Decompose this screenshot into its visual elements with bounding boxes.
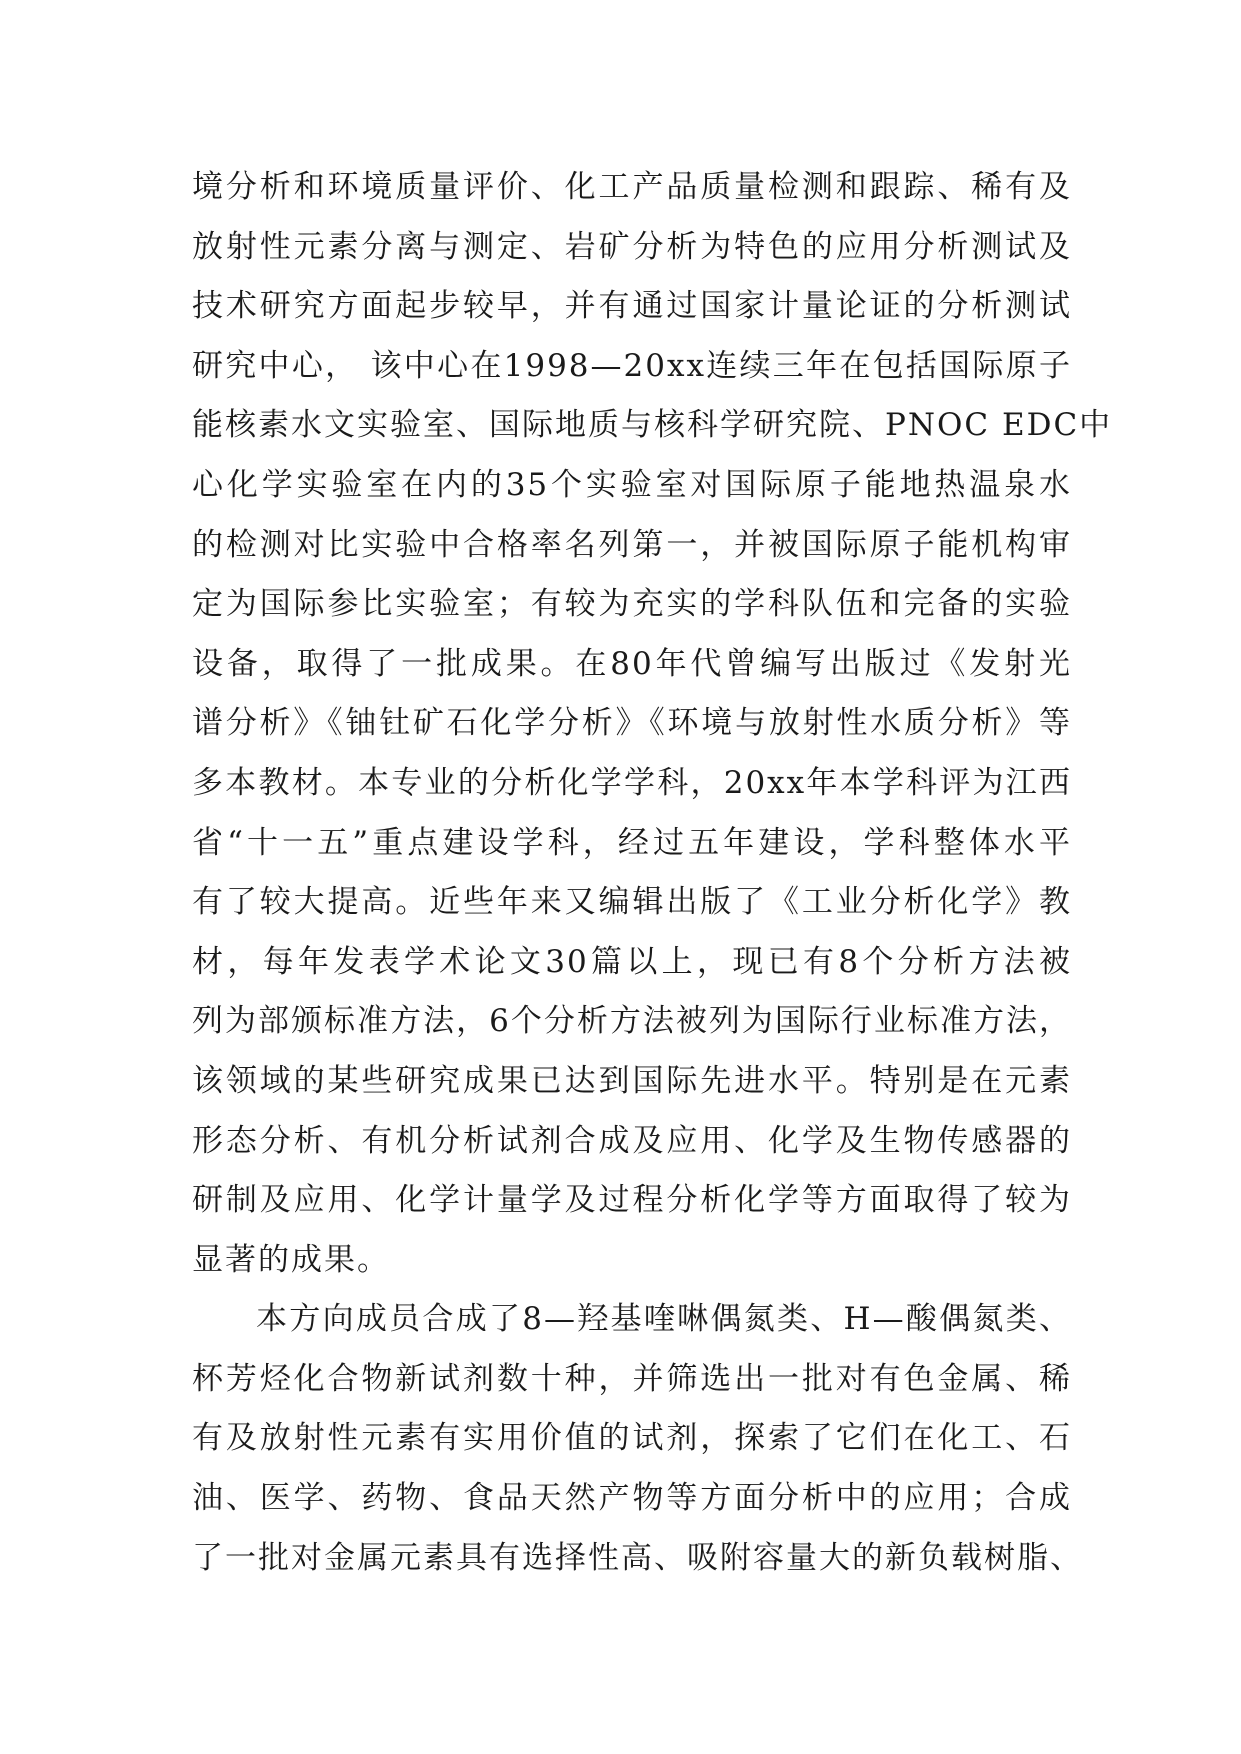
text-line: 设备，取得了一批成果。在80年代曾编写出版过《发射光 xyxy=(192,645,1072,682)
text-line: 研制及应用、化学计量学及过程分析化学等方面取得了较为 xyxy=(192,1182,1072,1219)
text-line: 境分析和环境质量评价、化工产品质量检测和跟踪、稀有及 xyxy=(192,169,1072,205)
text-line: 技术研究方面起步较早，并有通过国家计量论证的分析测试 xyxy=(192,288,1072,325)
text-line: 列为部颁标准方法，6个分析方法被列为国际行业标准方法， xyxy=(192,1003,1072,1040)
text-line: 油、医学、药物、食品天然产物等方面分析中的应用；合成 xyxy=(192,1480,1072,1517)
text-line: 材，每年发表学术论文30篇以上，现已有8个分析方法被 xyxy=(192,943,1072,980)
text-line: 能核素水文实验室、国际地质与核科学研究院、PNOC EDC中 xyxy=(192,407,1113,444)
text-line: 杯芳烃化合物新试剂数十种，并筛选出一批对有色金属、稀 xyxy=(192,1360,1072,1397)
text-line: 谱分析》《铀钍矿石化学分析》《环境与放射性水质分析》等 xyxy=(192,705,1072,742)
body-text xyxy=(192,158,1113,1588)
paragraph-start-line: 本方向成员合成了8—羟基喹啉偶氮类、H—酸偶氮类、 xyxy=(256,1301,1072,1338)
text-line: 定为国际参比实验室；有较为充实的学科队伍和完备的实验 xyxy=(192,586,1072,623)
text-line: 多本教材。本专业的分析化学学科，20xx年本学科评为江西 xyxy=(192,764,1072,801)
text-line: 了一批对金属元素具有选择性高、吸附容量大的新负载树脂、 xyxy=(192,1539,1083,1576)
text-line: 有及放射性元素有实用价值的试剂，探索了它们在化工、石 xyxy=(192,1420,1072,1457)
paragraph-end-line: 显著的成果。 xyxy=(192,1241,390,1278)
text-line: 有了较大提高。近些年来又编辑出版了《工业分析化学》教 xyxy=(192,884,1072,921)
text-line: 的检测对比实验中合格率名列第一，并被国际原子能机构审 xyxy=(192,526,1072,563)
text-line: 形态分析、有机分析试剂合成及应用、化学及生物传感器的 xyxy=(192,1122,1072,1159)
text-line: 研究中心， 该中心在1998—20xx连续三年在包括国际原子 xyxy=(192,347,1072,384)
text-line: 放射性元素分离与测定、岩矿分析为特色的应用分析测试及 xyxy=(192,228,1072,265)
text-line: 省“十一五”重点建设学科，经过五年建设，学科整体水平 xyxy=(192,824,1072,861)
text-line: 心化学实验室在内的35个实验室对国际原子能地热温泉水 xyxy=(192,466,1072,503)
text-line: 该领域的某些研究成果已达到国际先进水平。特别是在元素 xyxy=(192,1062,1072,1099)
